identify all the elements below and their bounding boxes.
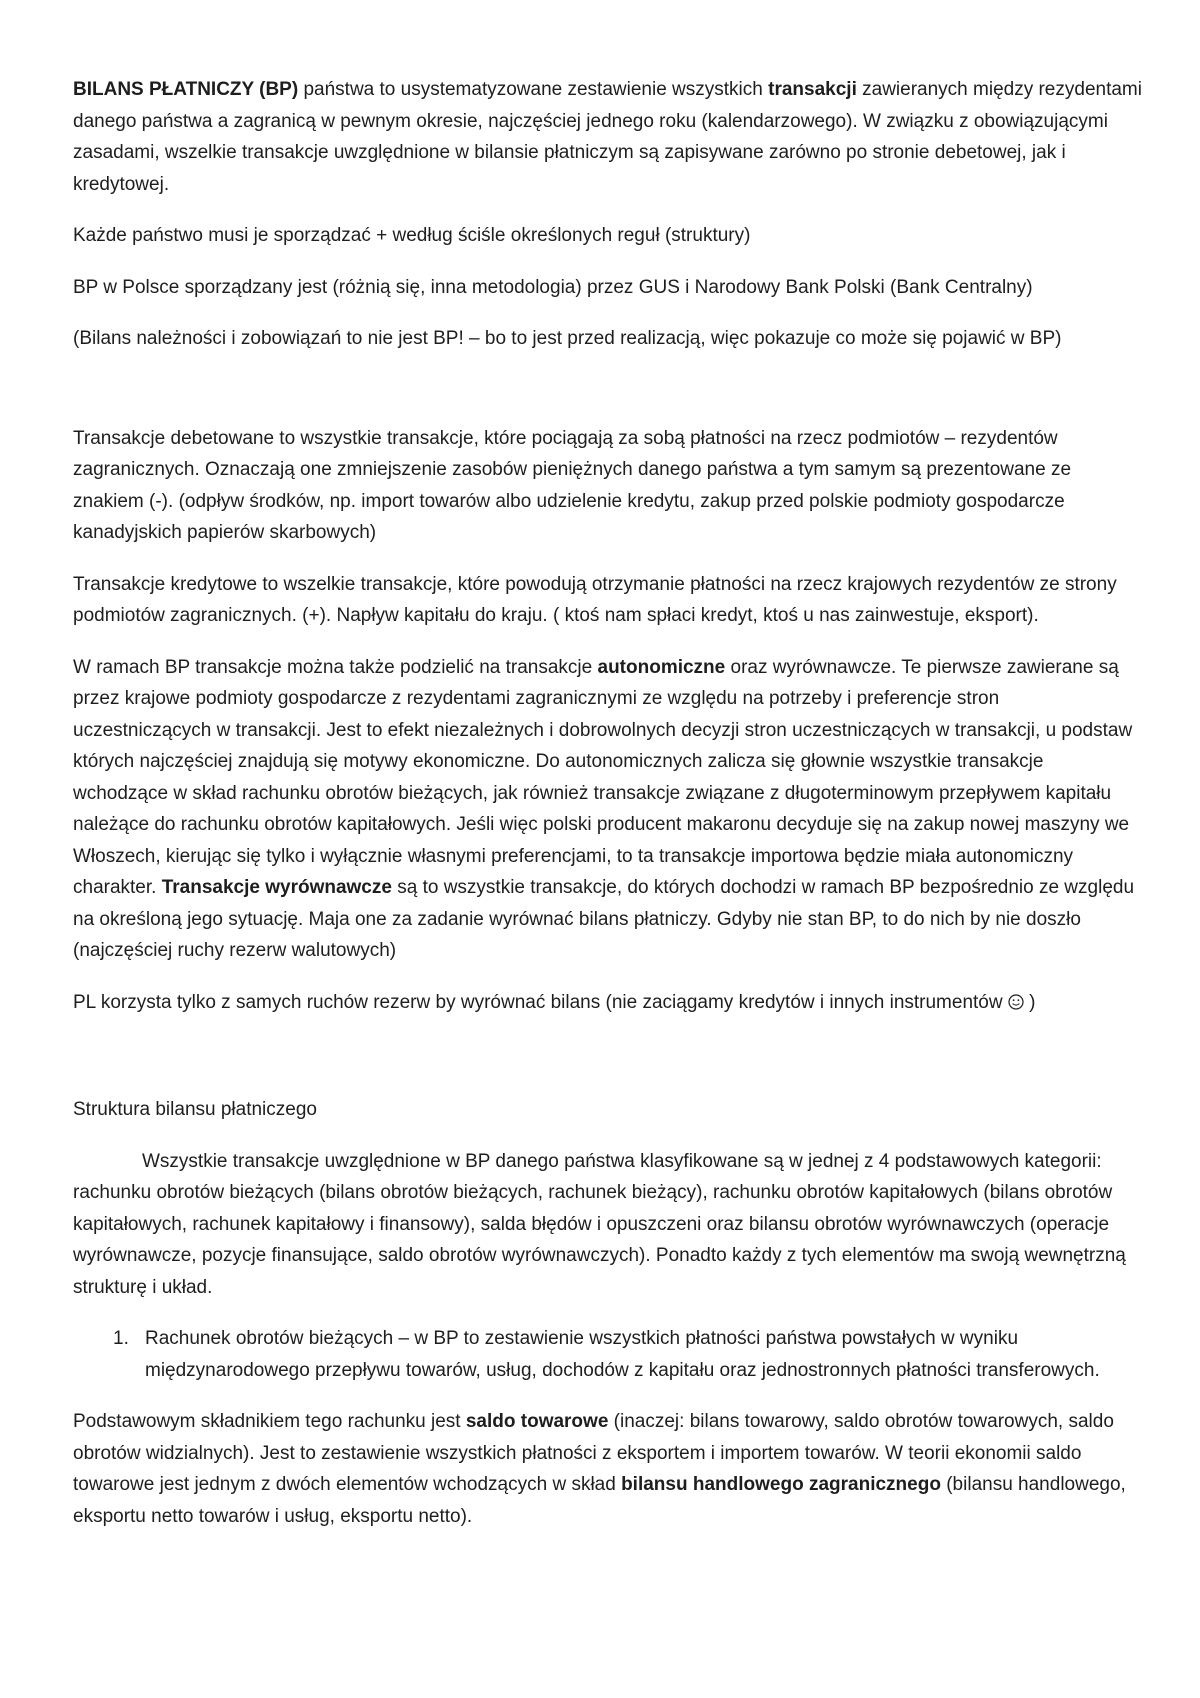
spacer [73,1038,1142,1094]
paragraph-definition: BILANS PŁATNICZY (BP) państwa to usystematyzowane zestawienie wszystkich transakcji zawieranych między rezydentami danego państwa a zagranicą w pewnym okresie, najczęściej jednego roku (kalendarzowego). W związku z obowiązującymi zasadami, wszelkie transakcje uwzględnione w bilansie płatniczym są zapisywane zarówno po stronie debetowej, jak i kredytowej. [73,79,1142,195]
term-bilans-handlowy: bilansu handlowego zagranicznego [621,1474,941,1495]
smiley-icon [1008,994,1024,1010]
paragraph-debit-transactions: Transakcje debetowane to wszystkie transakcje, które pociągają za sobą płatności na rzecz podmiotów – rezydentów zagranicznych. Oznaczają one zmniejszenie zasobów pieniężnych danego państwa a tym samym są prezentowane ze znakiem (-). (odpływ środków, np. import towarów albo udzielenie kredytu, zakup przed polskie podmioty gospodarcze kanadyjskich papierów skarbowych) [73,427,1072,543]
term-transakcji: transakcji [768,79,857,100]
paragraph-bp-poland: BP w Polsce sporządzany jest (różnią się, inna metodologia) przez GUS i Narodowy Bank Polski (Bank Centralny) [73,276,1033,298]
list-item-text: Rachunek obrotów bieżących – w BP to zestawienie wszystkich płatności państwa powstałych w wyniku międzynarodowego przepływu towarów, usług, dochodów z kapitału oraz jednostronnych płatności transferowych. [145,1328,1100,1381]
paragraph-credit-transactions: Transakcje kredytowe to wszelkie transakcje, które powodują otrzymanie płatności na rzecz krajowych rezydentów ze strony podmiotów zagranicznych. (+). Napływ kapitału do kraju. ( ktoś nam spłaci kredyt, ktoś u nas zainwestuje, eksport). [73,573,1117,626]
paragraph-autonomous-compensatory: W ramach BP transakcje można także podzielić na transakcje autonomiczne oraz wyrównawcze. Te pierwsze zawierane są przez krajowe podmioty gospodarcze z rezydentami zagranicznymi ze względu na potrzeby i preferencje stron uczestniczących w transakcji. Jest to efekt niezależnych i dobrowolnych decyzji stron uczestniczących w transakcji, u podstaw których najczęściej znajdują się motywy ekonomiczne. Do autonomicznych zalicza się głownie wszystkie transakcje wchodzące w skład rachunku obrotów bieżących, jak również transakcje związane z długoterminowym przepływem kapitału należące do rachunku obrotów kapitałowych. Jeśli więc polski producent makaronu decyduje się na zakup nowej maszyny we Włoszech, kierując się tylko i wyłącznie własnymi preferencjami, to ta transakcje importowa będzie miała autonomiczny charakter. Transakcje wyrównawcze są to wszystkie transakcje, do których dochodzi w ramach BP bezpośrednio ze względu na określoną jego sytuację. Maja one za zadanie wyrównać bilans płatniczy. Gdyby nie stan BP, to do nich by nie doszło (najczęściej ruchy rezerw walutowych) [73,656,1135,961]
term-bilans-platniczy: BILANS PŁATNICZY (BP) [73,79,299,100]
paragraph-saldo-towarowe: Podstawowym składnikiem tego rachunku jest saldo towarowe (inaczej: bilans towarowy, saldo obrotów towarowych, saldo obrotów widzialnych). Jest to zestawienie wszystkich płatności z eksportem i importem towarów. W teorii ekonomii saldo towarowe jest jednym z dwóch elementów wchodzących w skład bilansu handlowego zagranicznego (bilansu handlowego, eksportu netto towarów i usług, eksportu netto). [73,1411,1126,1527]
term-autonomiczne: autonomiczne [597,656,726,678]
section-heading: Struktura bilansu płatniczego [73,1099,317,1120]
list-item [73,1323,1142,1386]
paragraph-structure: Wszystkie transakcje uwzględnione w BP danego państwa klasyfikowane są w jednej z 4 podstawowych kategorii: rachunku obrotów bieżących (bilans obrotów bieżących, rachunek bieżący), rachunku obrotów kapitałowych (bilans obrotów kapitałowych, rachunek kapitałowy i finansowy), salda błędów i opuszczeni oraz bilansu obrotów wyrównawczych (operacje wyrównawcze, pozycje finansujące, saldo obrotów wyrównawczych). Ponadto każdy z tych elementów ma swoją wewnętrzną strukturę i układ. [73,1150,1126,1298]
paragraph-pl-reserves: PL korzysta tylko z samych ruchów rezerw by wyrównać bilans (nie zaciągamy kredytów i innych instrumentów ) [73,991,1036,1013]
paragraph-note: (Bilans należności i zobowiązań to nie jest BP! – bo to jest przed realizacją, więc pokazuje co może się pojawić w BP) [73,328,1062,349]
spacer [73,375,1142,423]
numbered-list [73,1323,1142,1386]
term-saldo-towarowe: saldo towarowe [465,1411,609,1432]
term-transakcje-wyrownawcze: Transakcje wyrównawcze [161,877,392,898]
paragraph-rules: Każde państwo musi je sporządzać + według ściśle określonych reguł (struktury) [73,225,751,246]
list-number: 1. [113,1328,129,1349]
